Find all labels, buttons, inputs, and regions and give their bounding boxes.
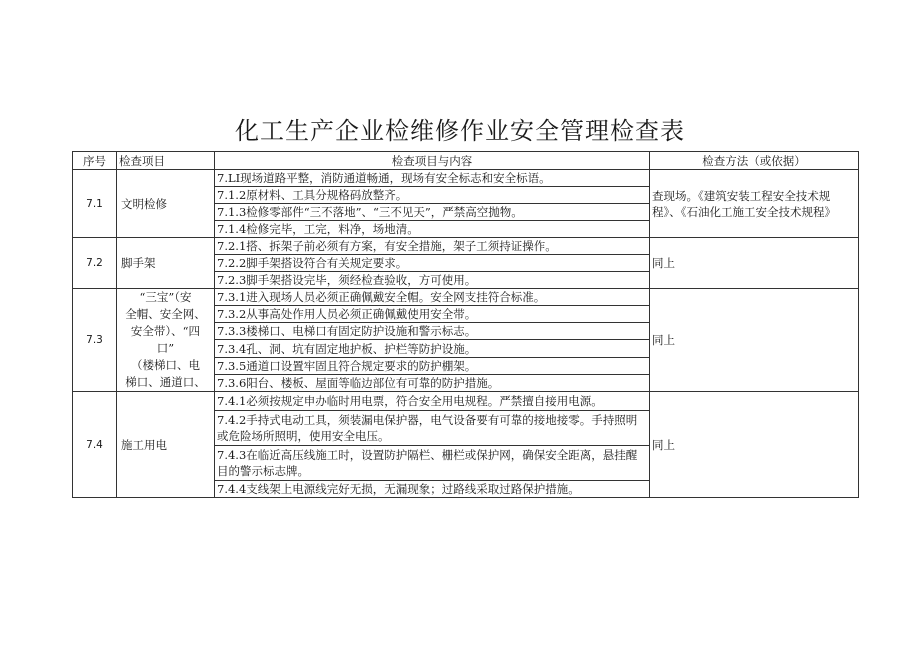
check-item: 7.4.2手持式电动工具，须装漏电保护器，电气设备要有可靠的接地接零。手持照明或危险场所照明，使用安全电压。 [215,411,650,446]
check-item: 7.4.3在临近高压线施工时，设置防护隔栏、栅栏或保护网，确保安全距离，悬挂醒目的警示标志牌。 [215,446,650,481]
section-item: 脚手架 [117,238,215,289]
section-item-line: “三宝”（安 [139,290,192,304]
section-method: 同上 [650,392,859,498]
header-method: 检查方法（或依据） [650,152,859,170]
table-row [73,392,859,411]
section-item: 施工用电 [117,392,215,498]
section-seq: 7.3 [73,289,117,392]
section-method: 查现场。《建筑安装工程安全技术规程》、《石油化工施工安全技术规程》 [650,170,859,238]
section-item [117,289,215,392]
table-row [73,289,859,306]
section-method: 同上 [650,289,859,392]
check-item: 7.2.2脚手架搭设符合有关规定要求。 [215,255,650,272]
check-item: 7.1.3检修零部件“三不落地”、“三不见天”，严禁高空抛物。 [215,204,650,221]
check-item: 7.3.1进入现场人员必须正确佩戴安全帽。安全网支挂符合标准。 [215,289,650,306]
check-item: 7.1.2原材料、工具分规格码放整齐。 [215,187,650,204]
section-item: 文明检修 [117,170,215,238]
check-item: 7.3.4孔、洞、坑有固定地护板、护栏等防护设施。 [215,340,650,357]
check-item: 7.2.3脚手架搭设完毕，须经检查验收，方可使用。 [215,272,650,289]
check-item: 7.3.2从事高处作用人员必须正确佩戴使用安全带。 [215,306,650,323]
inspection-table [72,151,859,498]
section-item-line: 口” [156,341,175,355]
table-row [73,238,859,255]
section-seq: 7.4 [73,392,117,498]
section-seq: 7.2 [73,238,117,289]
section-item-line: 梯口、通道口、 [125,375,206,389]
header-seq: 序号 [73,152,117,170]
section-item-line: 安全带）、“四 [130,324,201,338]
table-row [73,170,859,187]
section-method: 同上 [650,238,859,289]
check-item: 7.3.3楼梯口、电梯口有固定防护设施和警示标志。 [215,323,650,340]
page-title: 化工生产企业检维修作业安全管理检查表 [235,117,685,145]
check-item: 7.2.1搭、拆架子前必须有方案，有安全措施，架子工须持证操作。 [215,238,650,255]
section-seq: 7.1 [73,170,117,238]
check-item: 7.LI现场道路平整，消防通道畅通，现场有安全标志和安全标语。 [215,170,650,187]
header-row [73,152,859,170]
section-item-line: （楼梯口、电 [131,358,200,372]
check-item: 7.3.6阳台、楼板、屋面等临边部位有可靠的防护措施。 [215,374,650,391]
check-item: 7.4.1必须按规定申办临时用电票，符合安全用电规程。严禁擅自接用电源。 [215,392,650,411]
header-item: 检查项目 [117,152,215,170]
section-item-line: 全帽、安全网、 [125,307,206,321]
header-content: 检查项目与内容 [215,152,650,170]
check-item: 7.4.4支线架上电源线完好无损，无漏现象；过路线采取过路保护措施。 [215,481,650,498]
check-item: 7.3.5通道口设置牢固且符合规定要求的防护棚架。 [215,357,650,374]
check-item: 7.1.4检修完毕，工完，料净，场地清。 [215,221,650,238]
